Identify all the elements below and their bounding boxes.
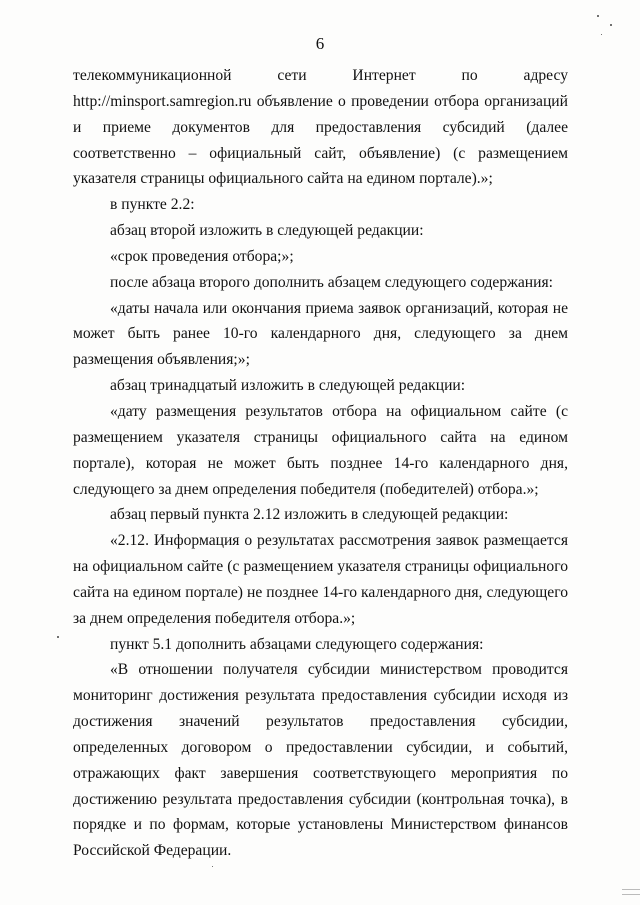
paragraph-results-publication-date: «дату размещения результатов отбора на официальном сайте (с размещением указателя страницы официального сайта на едином портале), которая не может быть позднее 14-го календарного дня, следующего за днем определения победителя (победителей) отбора.»; xyxy=(73,402,568,498)
scan-speck xyxy=(610,24,612,26)
paragraph-point-5-1-instruction: пункт 5.1 дополнить абзацами следующего содержания: xyxy=(110,635,484,653)
document-body xyxy=(73,63,568,864)
page-number: 6 xyxy=(315,34,325,53)
paragraph-second-abzac-instruction: абзац второй изложить в следующей редакции: xyxy=(110,222,424,240)
paragraph-monitoring-text: «В отношении получателя субсидии министерством проводится мониторинг достижения результата предоставления субсидии исходя из достижения значений результатов предоставления субсидии, определенных договором о предоставлении субсидии, и событий, отражающих факт завершения соответствующего мероприятия по достижению результата предоставления субсидии (контрольная точка), в порядке и по формам, которые установлены Министерством финансов Российской Федерации. xyxy=(73,661,568,860)
scan-speck xyxy=(212,866,213,867)
paragraph-application-dates: «даты начала или окончания приема заявок организаций, которая не может быть ранее 10-го календарного дня, следующего за днем размещения объявления;»; xyxy=(73,299,568,369)
scan-speck xyxy=(601,34,602,35)
scan-speck xyxy=(597,15,599,17)
scan-edge-mark xyxy=(622,894,640,895)
paragraph-selection-period: «срок проведения отбора;»; xyxy=(110,247,294,265)
scan-speck xyxy=(57,636,59,638)
paragraph-point-2-12-instruction: абзац первый пункта 2.12 изложить в следующей редакции: xyxy=(110,506,509,524)
scan-edge-mark xyxy=(622,889,640,890)
paragraph-add-abzac-instruction: после абзаца второго дополнить абзацем следующего содержания: xyxy=(110,273,554,291)
paragraph-point-2-12-text: «2.12. Информация о результатах рассмотрения заявок размещается на официальном сайте (с размещением указателя страницы официального сайта на едином портале) не позднее 14-го календарного дня, следующего за днем определения победителя отбора.»; xyxy=(73,532,568,627)
paragraph-point-2-2: в пункте 2.2: xyxy=(110,196,195,214)
paragraph-continuation-official-site: телекоммуникационной сети Интернет по адресу http://minsport.samregion.ru объявление о проведении отбора организаций и приеме документов для предоставления субсидий (далее соответственно – официальный сайт, объявление) (с размещением указателя страницы официального сайта на едином портале).»; xyxy=(73,67,568,188)
paragraph-thirteenth-abzac-instruction: абзац тринадцатый изложить в следующей редакции: xyxy=(110,377,466,395)
